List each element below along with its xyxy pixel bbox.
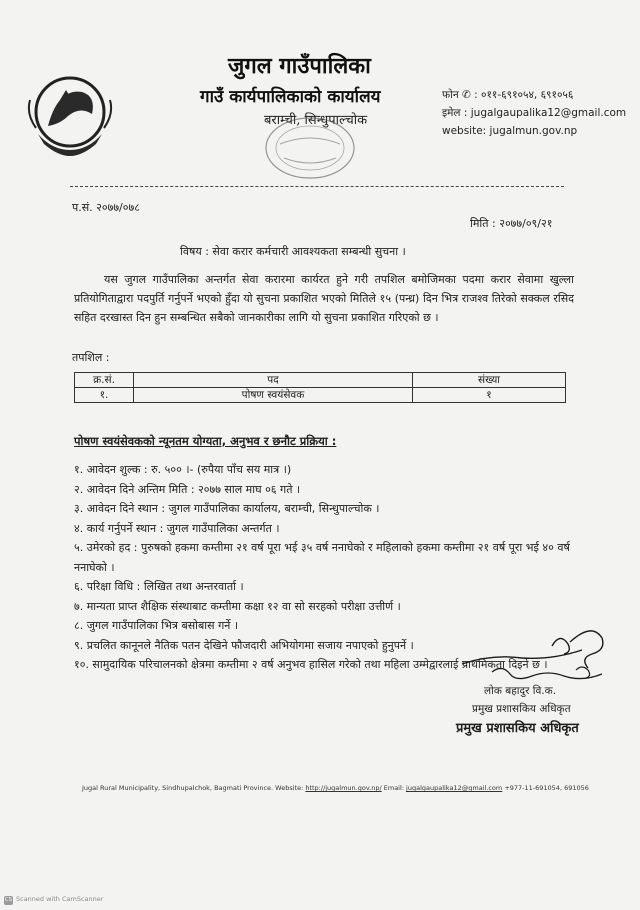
col-serial-header: क्र.सं. [75,373,134,388]
office-seal-icon [250,108,370,182]
office-name: गाउँ कार्यपालिकाको कार्यालय [200,87,381,107]
notice-body: यस जुगल गाउँपालिका अन्तर्गत सेवा करारमा कार्यरत हुने गरी तपशिल बमोजिमका पदमा करार सेवामा खुल्ला प्रतियोगिताद्वारा पदपुर्ति गर्नुपर्ने भएको हुँदा यो सुचना प्रकाशित भएको मितिले १५ (पन्ध्र) दिन भित्र राजश्व तिरेको सक्कल रसिद सहित दरखास्त दिन हुन सम्बन्धित सबैको जानकारीका लागि यो सुचना प्रकाशित गरिएको छ । [74,273,574,324]
table-row [75,388,566,403]
footer-website-link[interactable]: http://jugalmun.gov.np/ [305,784,382,792]
notice-subject: विषय : सेवा करार कर्मचारी आवश्यकता सम्बन्धी सुचना । [180,245,406,258]
municipality-name: जुगल गाउँपालिका [228,53,371,79]
office-address: बराम्ची, सिन्धुपाल्चोक [264,113,368,128]
list-item: ९. प्रचलित कानूनले नैतिक पतन देखिने फौजदारी अभियोगमा सजाय नपाएको हुनुपर्ने । [74,638,414,652]
header-divider [70,186,564,187]
contact-block [442,86,626,140]
list-item: ४. कार्य गर्नुपर्ने स्थान : जुगल गाउँपालिका अन्तर्गत । [74,521,280,535]
col-position-header: पद [134,373,413,388]
phone-line: फोन ✆ : ०११-६९१०५४, ६९१०५६ [442,89,574,101]
signatory-name: लोक बहादुर वि.क. [484,685,557,697]
footer-email-link[interactable]: jugalgaupalika12@gmail.com [406,784,503,792]
list-item: ८. जुगल गाउँपालिका भित्र बसोबास गर्ने । [74,619,239,632]
list-item: २. आवेदन दिने अन्तिम मिति : २०७७ साल माघ ०६ गते । [74,482,301,496]
notice-date: मिति : २०७७/०९/२१ [470,217,553,230]
camscanner-logo-icon: CS [4,897,13,903]
row-count: १ [413,388,566,403]
footer-text: Jugal Rural Municipality, Sindhupalchok, Bagmati Province. Website: [82,784,306,792]
details-label: तपशिल : [72,351,110,364]
list-item: ७. मान्यता प्राप्त शैक्षिक संस्थाबाट कम्तीमा कक्षा १२ वा सो सरहको परीक्षा उत्तीर्ण । [74,599,401,613]
reference-number: प.सं. २०७७/०७८ [72,201,140,214]
website-line: website: jugalmun.gov.np [442,125,578,137]
requirements-heading: पोषण स्वयंसेवकको न्यूनतम योग्यता, अनुभव र छनौट प्रक्रिया : [74,434,337,448]
email-line: इमेल : jugalgaupalika12@gmail.com [442,107,627,119]
list-item: ५. उमेरको हद : पुरुषको हकमा कम्तीमा २१ वर्ष पूरा भई ३५ वर्ष ननाघेको र महिलाको हकमा कम्तीमा २१ वर्ष पूरा भई ४० वर्ष ननाघेको । [74,541,570,574]
signatory-stamp: प्रमुख प्रशासकिय अधिकृत [456,721,579,736]
nepal-emblem-icon [22,70,118,158]
footer-email-label: Email: [381,784,407,792]
signatory-title: प्रमुख प्रशासकिय अधिकृत [472,703,571,715]
col-count-header: संख्या [413,373,566,388]
scanner-watermark [4,895,103,905]
list-item: १०. सामुदायिक परिचालनको क्षेत्रमा कम्तीमा २ वर्ष अनुभव हासिल गरेको तथा महिला उम्मेद्वारलाई प्राथमिकता दिइने छ । [74,658,548,671]
table-header-row [75,373,566,388]
list-item: १. आवेदन शुल्क : रु. ५०० ।- (रुपैया पाँच सय मात्र ।) [74,463,292,476]
positions-table [74,372,566,403]
footer-line [82,784,589,792]
list-item: ३. आवेदन दिने स्थान : जुगल गाउँपालिका कार्यालय, बराम्ची, सिन्धुपाल्चोक । [74,502,380,515]
footer-phone: +977-11-691054, 691056 [502,784,589,792]
row-position: पोषण स्वयंसेवक [134,388,413,403]
scanner-text: Scanned with CamScanner [16,895,104,903]
row-serial: १. [75,388,134,403]
list-item: ६. परिक्षा विधि : लिखित तथा अन्तरवार्ता । [74,580,244,593]
